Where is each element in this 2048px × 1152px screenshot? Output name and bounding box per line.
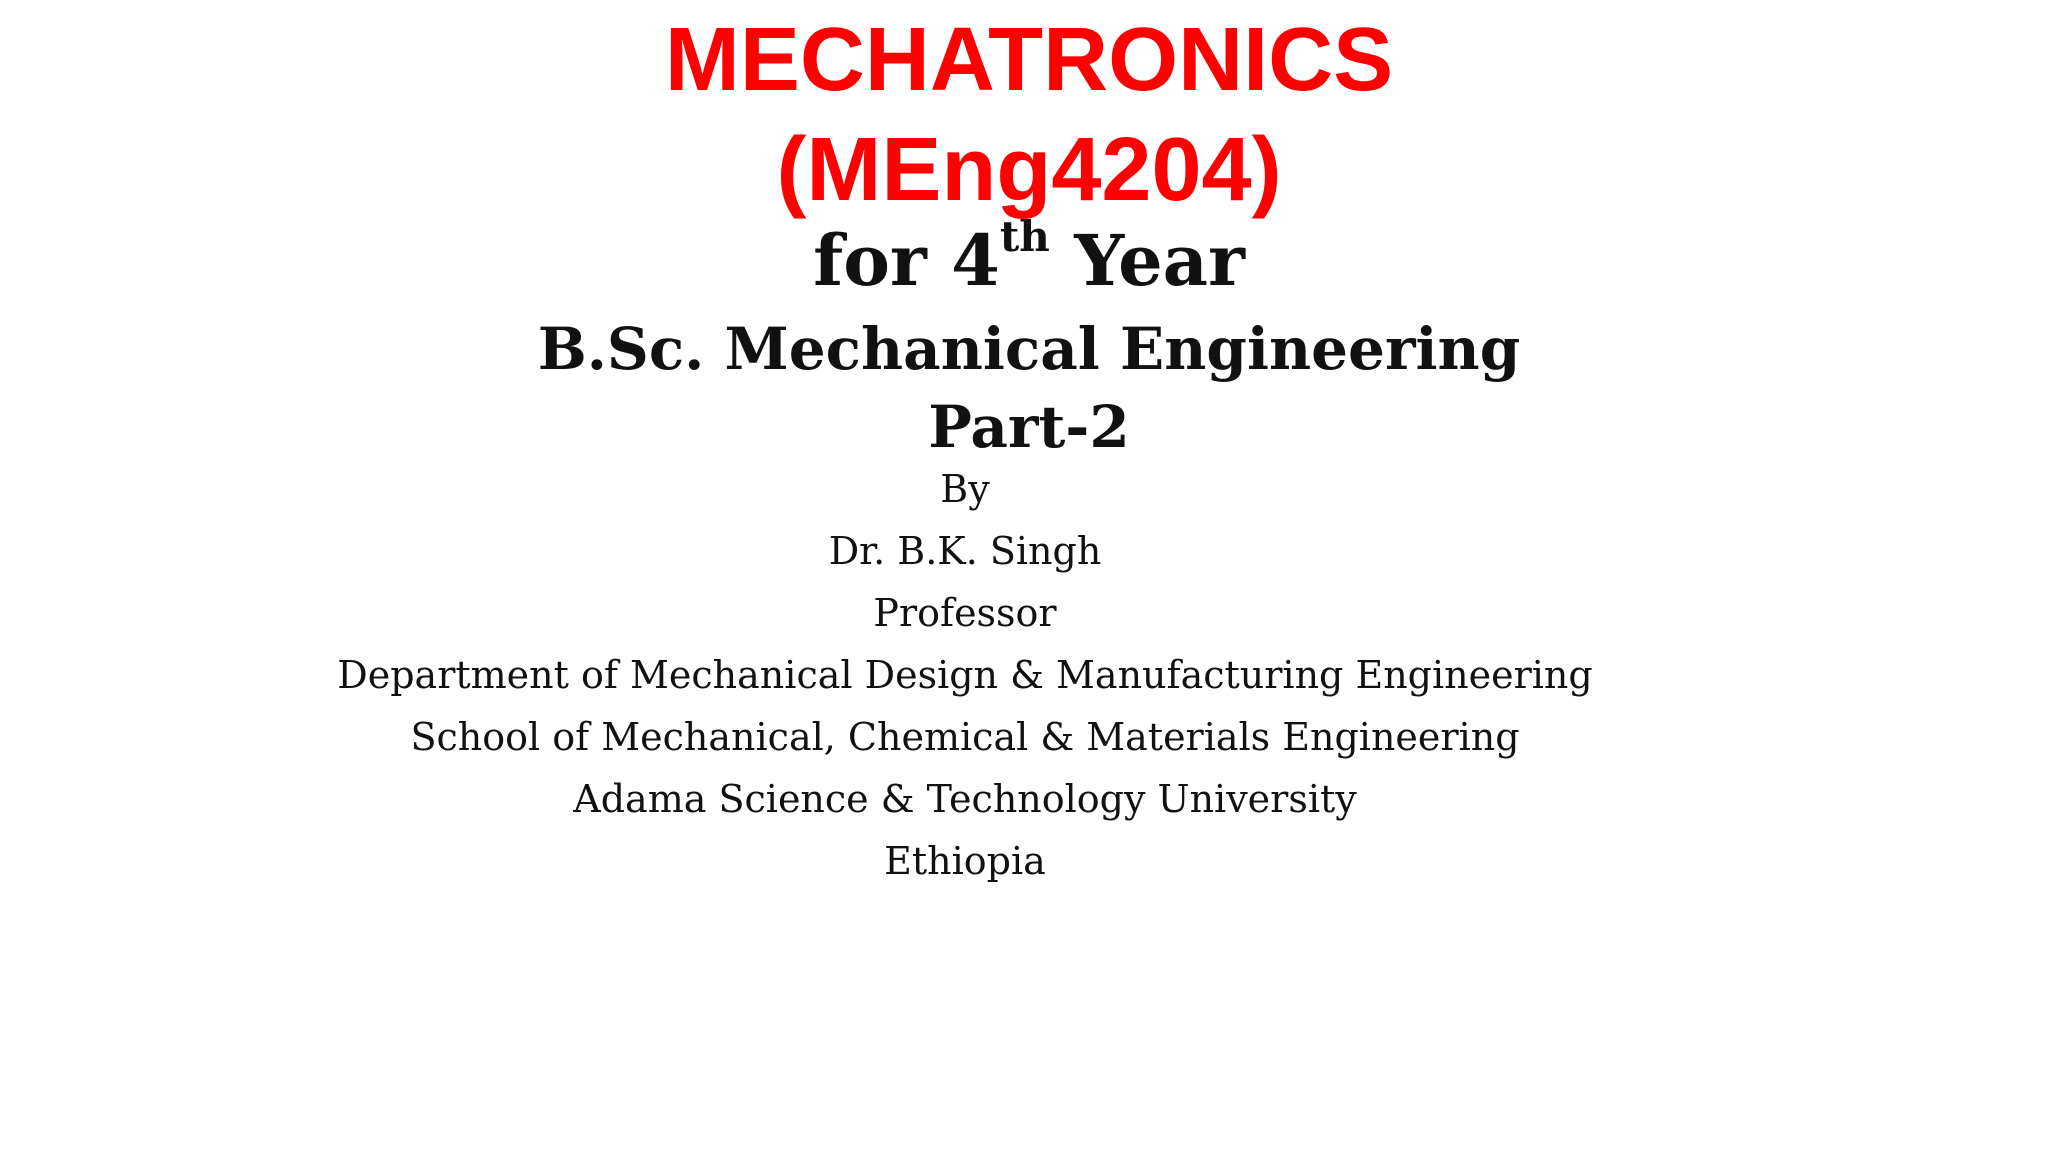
school-name: School of Mechanical, Chemical & Materials Engineering — [410, 715, 1520, 759]
year-prefix: for 4 — [813, 219, 1000, 302]
department-name: Department of Mechanical Design & Manufacturing Engineering — [337, 653, 1593, 697]
by-label: By — [940, 467, 990, 511]
year-suffix: Year — [1049, 219, 1245, 302]
year-heading — [0, 212, 2048, 302]
author-position: Professor — [873, 591, 1057, 635]
country-name: Ethiopia — [884, 839, 1046, 883]
part-heading: Part-2 — [928, 393, 1130, 461]
program-heading: B.Sc. Mechanical Engineering — [537, 315, 1521, 383]
title-course-code: (MEng4204) — [776, 120, 1282, 220]
title-course-name: MECHATRONICS — [664, 10, 1394, 110]
year-superscript: th — [999, 212, 1050, 261]
university-name: Adama Science & Technology University — [573, 777, 1357, 821]
author-name: Dr. B.K. Singh — [828, 529, 1102, 573]
